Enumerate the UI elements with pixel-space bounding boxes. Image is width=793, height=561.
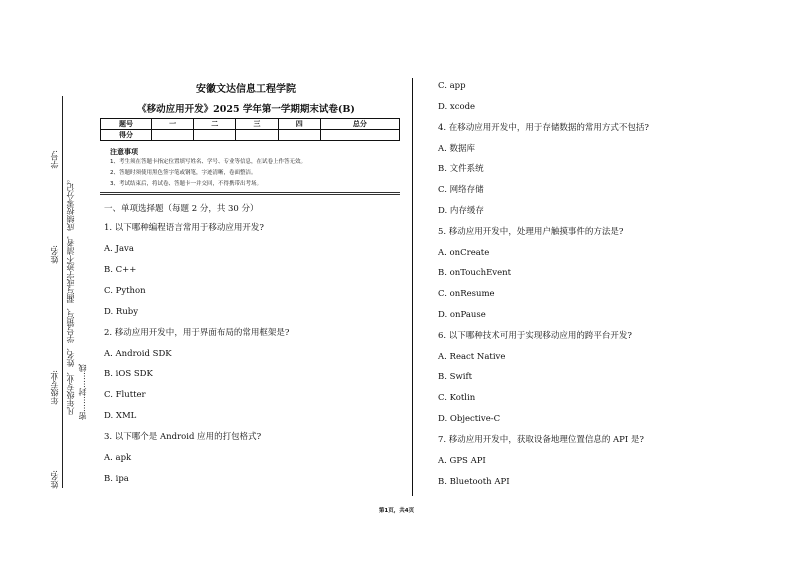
- name-label: 姓名:: [50, 245, 59, 264]
- right-line: B. 文件系统: [438, 164, 484, 174]
- left-line: B. iOS SDK: [104, 369, 153, 379]
- right-line: C. onResume: [438, 289, 495, 299]
- column-divider: [412, 78, 413, 496]
- right-line: C. Kotlin: [438, 393, 476, 403]
- right-line: D. 内存缓存: [438, 206, 484, 216]
- score-cell: [278, 130, 320, 141]
- school-label: 姓名:: [50, 470, 59, 489]
- score-header-total: 总分: [320, 119, 399, 130]
- score-cell: [194, 130, 236, 141]
- right-line: 4. 在移动应用开发中，用于存储数据的常用方式不包括?: [438, 123, 649, 133]
- section-title: 一、单项选择题（每题 2 分，共 30 分）: [104, 204, 259, 214]
- seal-line-text: 密……封……线: [78, 364, 87, 420]
- notice-item: 2、答题时须使用黑色签字笔或钢笔，字迹清晰，卷面整洁。: [110, 170, 257, 176]
- notice-item: 3、考试结束后，将试卷、答题卡一并交回，不得携带出考场。: [110, 181, 263, 187]
- right-line: B. Swift: [438, 372, 473, 382]
- right-line: A. 数据库: [438, 144, 476, 154]
- binding-warning: 凡年级专业、姓名、学号错写、漏写或字迹不清者，成绩按零分记。: [66, 175, 75, 415]
- right-line: 5. 移动应用开发中，处理用户触摸事件的方法是?: [438, 227, 624, 237]
- score-header-label: 题号: [101, 119, 152, 130]
- left-line: A. Java: [104, 244, 134, 254]
- left-line: C. Python: [104, 286, 146, 296]
- score-cell: [152, 130, 194, 141]
- left-line: B. C++: [104, 265, 137, 275]
- right-line: D. onPause: [438, 310, 486, 320]
- right-line: D. xcode: [438, 102, 476, 112]
- student-id-label: 学号:: [50, 150, 59, 169]
- right-line: 7. 移动应用开发中，获取设备地理位置信息的 API 是?: [438, 435, 644, 445]
- score-header-3: 三: [236, 119, 278, 130]
- score-header-1: 一: [152, 119, 194, 130]
- left-line: A. Android SDK: [104, 349, 172, 359]
- notice-item: 1、考生须在答题卡指定位置填写姓名、学号、专业等信息，在试卷上作答无效。: [110, 159, 307, 165]
- score-cell: [320, 130, 399, 141]
- left-line: 1. 以下哪种编程语言常用于移动应用开发?: [104, 223, 264, 233]
- page-footer: 第1页，共4页: [378, 508, 415, 514]
- notice-title: 注意事项: [110, 148, 138, 156]
- major-label: 年级专业:: [50, 370, 59, 405]
- score-table: [100, 118, 400, 141]
- score-cell: [236, 130, 278, 141]
- right-line: C. 网络存储: [438, 185, 484, 195]
- left-line: A. apk: [104, 453, 132, 463]
- score-header-4: 四: [278, 119, 320, 130]
- left-line: B. ipa: [104, 474, 129, 484]
- notice-divider: [100, 194, 400, 195]
- right-line: B. onTouchEvent: [438, 268, 512, 278]
- binding-line: [62, 96, 63, 488]
- exam-title: 《移动应用开发》2025 学年第一学期期末试卷(B): [137, 104, 355, 115]
- left-line: 3. 以下哪个是 Android 应用的打包格式?: [104, 432, 262, 442]
- left-line: D. XML: [104, 411, 137, 421]
- right-line: A. React Native: [438, 352, 506, 362]
- score-header-2: 二: [194, 119, 236, 130]
- right-line: A. onCreate: [438, 248, 490, 258]
- score-row-label: 得分: [101, 130, 152, 141]
- left-line: D. Ruby: [104, 307, 139, 317]
- left-line: C. Flutter: [104, 390, 146, 400]
- school-name: 安徽文达信息工程学院: [196, 84, 296, 95]
- left-line: 2. 移动应用开发中，用于界面布局的常用框架是?: [104, 328, 290, 338]
- notice-divider: [100, 192, 400, 193]
- right-line: A. GPS API: [438, 456, 486, 466]
- right-line: D. Objective-C: [438, 414, 501, 424]
- right-line: 6. 以下哪种技术可用于实现移动应用的跨平台开发?: [438, 331, 632, 341]
- right-line: C. app: [438, 81, 466, 91]
- right-line: B. Bluetooth API: [438, 477, 510, 487]
